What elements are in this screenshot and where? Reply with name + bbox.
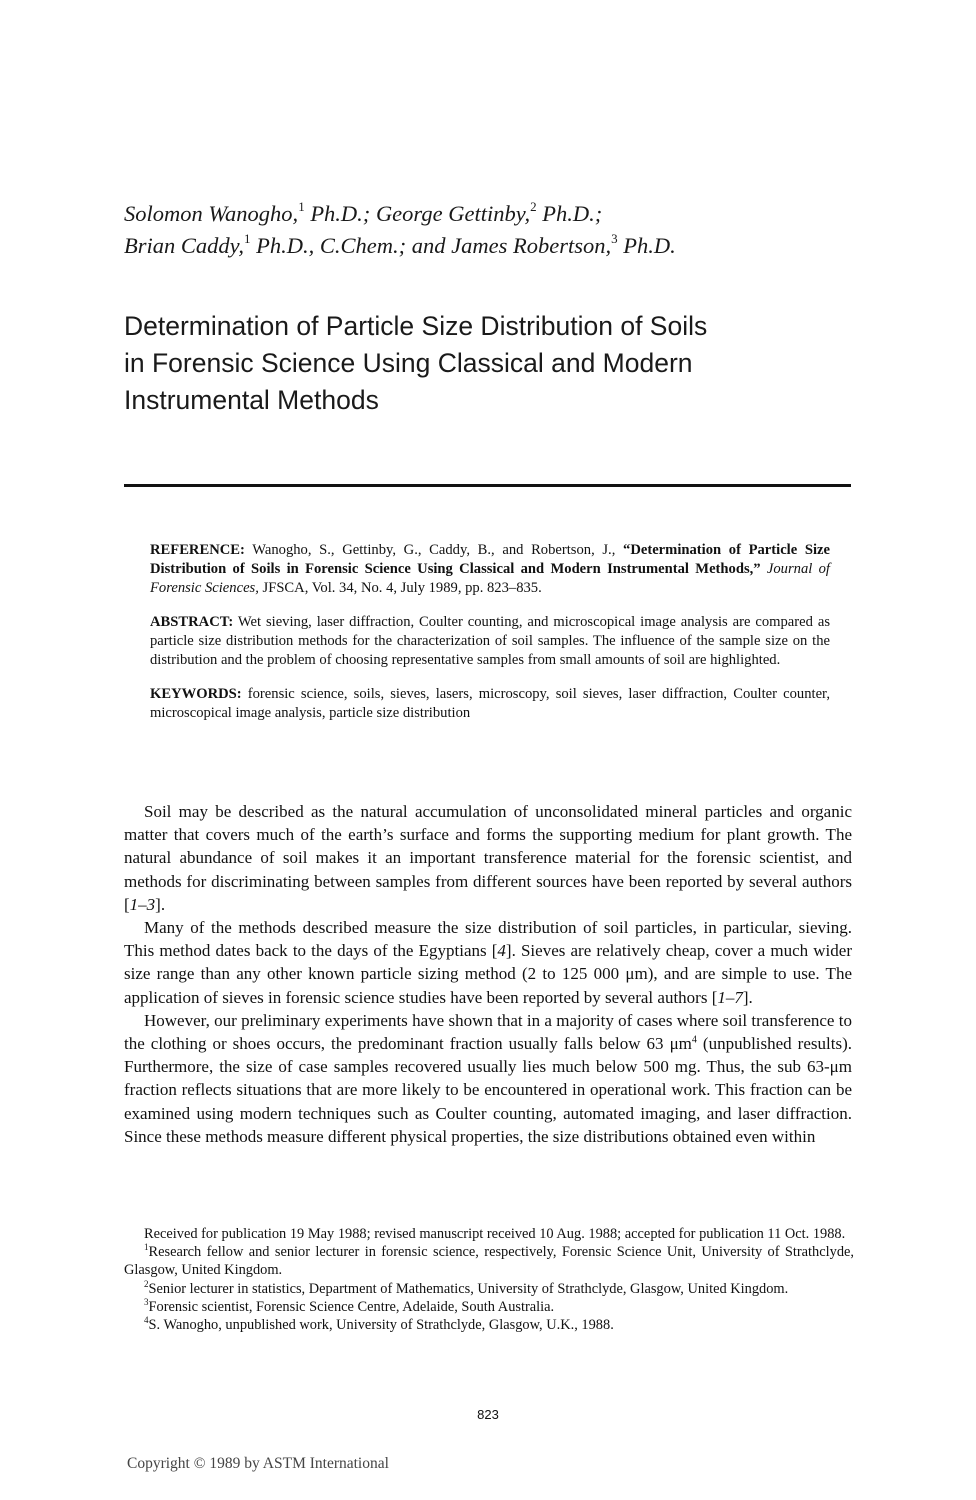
author-name: James Robertson, bbox=[451, 233, 612, 258]
title-line: Instrumental Methods bbox=[124, 385, 379, 415]
paragraph-text: Many of the methods described measure the size distribution of soil particles, in particular, sieving. This method dates back to the days of the Egyptians [ bbox=[124, 918, 852, 961]
citation: 4 bbox=[497, 941, 506, 961]
body-paragraph bbox=[124, 916, 852, 1009]
footnote-mark: 3 bbox=[144, 1297, 149, 1308]
abstract-label: ABSTRACT: bbox=[150, 614, 234, 630]
footnote-mark: 2 bbox=[144, 1278, 149, 1289]
author-line-1 bbox=[124, 198, 884, 230]
affiliation-mark: 1 bbox=[244, 230, 251, 246]
footnote-text: S. Wanogho, unpublished work, University of Strathclyde, Glasgow, U.K., 1988. bbox=[148, 1317, 614, 1334]
footnotes bbox=[124, 1225, 854, 1334]
footnote-text: Research fellow and senior lecturer in forensic science, respectively, Forensic Science Unit, University of Strathclyde, Glasgow, United Kingdom. bbox=[124, 1244, 854, 1279]
title-line: Determination of Particle Size Distribution of Soils bbox=[124, 311, 708, 341]
keywords-paragraph bbox=[150, 685, 830, 723]
abstract-text: Wet sieving, laser diffraction, Coulter counting, and microscopical image analysis are compared as particle size distribution methods for the characterization of soil samples. The influence of the sample size on the distribution and the problem of choosing representative samples from small amounts of soil are highlighted. bbox=[150, 614, 830, 668]
author-name: George Gettinby, bbox=[375, 201, 531, 226]
article-title bbox=[124, 308, 884, 419]
reference-label: REFERENCE: bbox=[150, 542, 245, 558]
reference-details: JFSCA, Vol. 34, No. 4, July 1989, pp. 823–835. bbox=[258, 580, 542, 596]
body-paragraph bbox=[124, 1009, 852, 1148]
citation: 1–7 bbox=[717, 987, 743, 1007]
affiliation-mark: 2 bbox=[530, 198, 537, 214]
paragraph-text: ]. Sieves are relatively cheap, cover a much wider size range than any other known particle sizing method (2 to 125 000 μm), and are simple to use. The application of sieves in forensic science studies have been reported by several authors [ bbox=[124, 941, 852, 1007]
copyright-notice: Copyright © 1989 by ASTM International bbox=[127, 1455, 389, 1472]
author-degree: Ph.D., C.Chem.; and bbox=[250, 233, 452, 258]
reference-journal: Journal of Forensic Sciences, bbox=[150, 561, 830, 596]
keywords-text: forensic science, soils, sieves, lasers, microscopy, soil sieves, laser diffraction, Coulter counter, microscopical image analysis, particle size distribution bbox=[150, 686, 830, 721]
affiliation-mark: 1 bbox=[298, 198, 305, 214]
paragraph-text: Soil may be described as the natural accumulation of unconsolidated mineral particles and organic matter that covers much of the earth’s surface and forms the supporting medium for plant growth. The natural abundance of soil makes it an important transference material for the forensic scientist, and methods for discriminating between samples from different sources have been reported by several authors [ bbox=[124, 802, 852, 914]
footnote-text: Senior lecturer in statistics, Department of Mathematics, University of Strathclyde, Glasgow, United Kingdom. bbox=[148, 1280, 789, 1297]
body-paragraph bbox=[124, 800, 852, 916]
footnote bbox=[124, 1316, 854, 1334]
footnote bbox=[124, 1298, 854, 1316]
author-line-2 bbox=[124, 230, 884, 262]
reference-paragraph bbox=[150, 541, 830, 598]
author-list bbox=[124, 198, 884, 262]
front-matter bbox=[150, 541, 830, 738]
title-line: in Forensic Science Using Classical and Modern bbox=[124, 348, 693, 378]
page-number: 823 bbox=[477, 1407, 499, 1422]
paragraph-text: However, our preliminary experiments have shown that in a majority of cases where soil transference to the clothing or shoes occurs, the predominant fraction usually falls below 63 μm bbox=[124, 1010, 852, 1054]
paragraph-text: (unpublished results). Furthermore, the size of case samples recovered usually lies much below 500 mg. Thus, the sub 63-μm fraction reflects situations that are more likely to be encountered in operational work. This fraction can be examined using modern techniques such as Coulter counting, automated imaging, and laser diffraction. Since these methods measure different physical properties, the size distributions obtained even within bbox=[124, 1034, 852, 1146]
author-name: Brian Caddy, bbox=[124, 233, 245, 258]
author-degree: Ph.D.; bbox=[304, 201, 376, 226]
footnote-received: Received for publication 19 May 1988; revised manuscript received 10 Aug. 1988; accepted for publication 11 Oct. 1988. bbox=[144, 1226, 846, 1242]
footnote bbox=[124, 1243, 854, 1279]
keywords-label: KEYWORDS: bbox=[150, 686, 242, 702]
paragraph-text: ]. bbox=[742, 987, 753, 1007]
author-name: Solomon Wanogho, bbox=[124, 201, 299, 226]
title-divider bbox=[124, 484, 851, 487]
footnote-mark: 4 bbox=[144, 1315, 149, 1326]
footnote-text: Forensic scientist, Forensic Science Centre, Adelaide, South Australia. bbox=[148, 1298, 555, 1315]
article-body bbox=[124, 800, 852, 1148]
reference-article-title: “Determination of Particle Size Distribution of Soils in Forensic Science Using Classical and Modern Instrumental Methods,” bbox=[150, 542, 831, 577]
footnote-mark: 1 bbox=[144, 1242, 149, 1253]
author-degree: Ph.D.; bbox=[536, 201, 603, 226]
author-degree: Ph.D. bbox=[617, 233, 676, 258]
citation: 1–3 bbox=[129, 894, 156, 914]
affiliation-mark: 3 bbox=[611, 230, 618, 246]
footnote bbox=[124, 1280, 854, 1298]
footnote-ref: 4 bbox=[691, 1034, 697, 1046]
paragraph-text: ]. bbox=[155, 894, 166, 914]
reference-authors: Wanogho, S., Gettinby, G., Caddy, B., and Robertson, J., bbox=[244, 542, 624, 558]
abstract-paragraph bbox=[150, 613, 830, 670]
